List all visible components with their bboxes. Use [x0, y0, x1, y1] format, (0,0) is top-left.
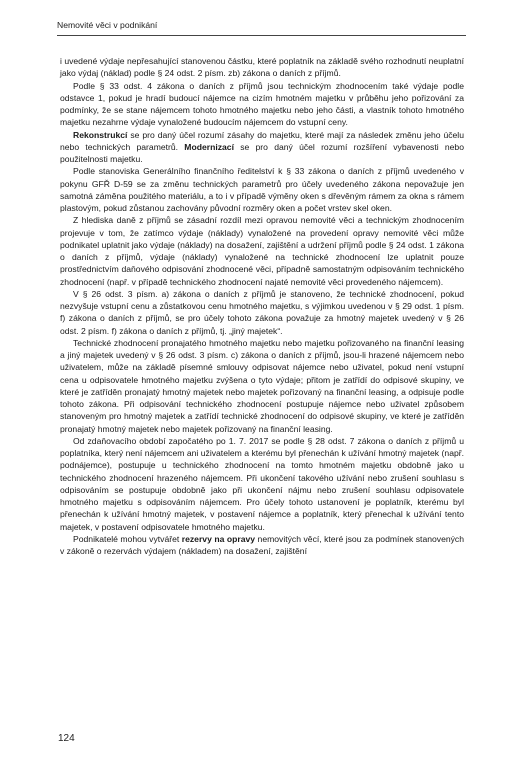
- paragraph-4: Podle stanoviska Generálního finančního ředitelství k § 33 zákona o daních z příjmů uvedeného v pokynu GFŘ D-59 se za změnu technických parametrů pro účely uvedeného zákona nepovažuje jen samotná záměna použitého materiálu, a to i v případě výměny oken s dřevěným rámem za okna s rámem plastovým, pokud zůstanou zachovány původní rozměry oken a počet vrstev skel oken.: [60, 166, 464, 213]
- paragraph-8: Od zdaňovacího období započatého po 1. 7. 2017 se podle § 28 odst. 7 zákona o daních z příjmů u poplatníka, který není nájemcem ani uživatelem a kterému byl přenechán k užívání hmotný majetek (např. podnájemce), postupuje u technického zhodnocení na tomto hmotném majetku obdobně jako u technického zhodnocení hrazeného nájemcem. Při ukončení takového užívání nebo zrušení souhlasu s odpisováním se postupuje obdobně jako při ukončení nájmu nebo zrušení souhlasu odpisovatele hmotného majetku s odpisováním nájemcem. Pro účely tohoto ustanovení je poplatník, kterému byl přenechán k užívání hmotný majetek, v postavení nájemce a poplatník, který přenechal k užívání tento majetek, v postavení odpisovatele hmotného majetku.: [60, 435, 464, 532]
- term-rekonstrukce: Rekonstrukcí: [73, 129, 128, 140]
- paragraph-1: i uvedené výdaje nepřesahující stanovenou částku, které poplatník na základě svého rozhodnutí neuplatní jako výdaj (náklad) podle § 24 odst. 2 písm. zb) zákona o daních z příjmů.: [60, 56, 464, 79]
- paragraph-6: V § 26 odst. 3 písm. a) zákona o daních z příjmů je stanoveno, že technické zhodnocení, pokud nezvyšuje vstupní cenu a zůstatkovou cenu hmotného majetku, s výjimkou uvedenou v § 29 odst. 1 písm. f) zákona o daních z příjmů, se pro účely tohoto zákona považuje za hmotný majetek uvedený v § 26 odst. 2 písm. f) zákona o daních z příjmů, tj. „jiný majetek“.: [60, 288, 464, 336]
- paragraph-9-text-1: Podnikatelé mohou vytvářet: [73, 533, 182, 544]
- paragraph-3-text-1: se pro daný účel rozumí zásahy do majetku, které mají za následek změnu jeho účelu nebo technických parametrů.: [60, 129, 464, 152]
- paragraph-3: [60, 129, 464, 166]
- running-head: Nemovité věci v podnikání: [57, 20, 158, 30]
- paragraph-2: Podle § 33 odst. 4 zákona o daních z příjmů jsou technickým zhodnocením také výdaje podle odstavce 1, pokud je hradí budoucí nájemce na cizím hmotném majetku v průběhu jeho pořizování za podmínky, že se stane nájemcem tohoto hmotného majetku nebo jeho části, a vlastník tohoto hmotného majetku nezahrne výdaje vynaložené budoucím nájemcem do vstupní ceny.: [60, 80, 464, 128]
- paragraph-9-text-2: nemovitých věcí, které jsou za podmínek stanovených v zákoně o rezervách výdajem (nákladem) na dosažení, zajištění: [60, 533, 465, 556]
- header-rule: [57, 35, 466, 36]
- page-number: 124: [58, 733, 75, 744]
- paragraph-7: Technické zhodnocení pronajatého hmotného majetku nebo majetku pořizovaného na finanční leasing a jiný majetek uvedený v § 26 odst. 3 písm. c) zákona o daních z příjmů, jsou-li hrazené nájemcem nebo uživatelem, může na základě písemné smlouvy odpisovat nájemce nebo uživatel, pokud není vstupní cena u odpisovatele hmotného majetku zvýšena o tyto výdaje; přitom je zatřídí do odpisové skupiny, ve které je zatříděn pronajatý hmotný majetek nebo majetek pořizovaný na finanční leasing, a odpisuje podle tohoto zákona. Při odpisování technického zhodnocení postupuje nájemce nebo uživatel způsobem stanoveným pro hmotný majetek a zatřídí technické zhodnocení do odpisové skupiny, ve které je zatříděn pronajatý hmotný majetek nebo majetek pořizovaný na finanční leasing.: [60, 337, 464, 434]
- paragraph-9: [60, 533, 464, 558]
- term-modernizace: Modernizací: [184, 141, 234, 152]
- term-rezervy-na-opravy: rezervy na opravy: [181, 533, 256, 544]
- paragraph-5: Z hlediska daně z příjmů se zásadní rozdíl mezi opravou nemovité věci a technickým zhodnocením projevuje v tom, že zatímco výdaje (náklady) vynaložené na provedení opravy nemovité věci může podnikatel uplatnit jako výdaje (náklady) na dosažení, zajištění a udržení příjmů podle § 24 odst. 1 zákona o daních z příjmů, výdaje (náklady) vynaložené na technické zhodnocení lze uplatnit pouze prostřednictvím daňového odpisování zhodnocené věci, případně samostatným odpisováním technického zhodnocení (např. v případě technického zhodnocení najaté nemovité věci provedeného nájemcem).: [60, 215, 464, 287]
- page-content: [60, 55, 464, 557]
- paragraph-3-text-2: se pro daný účel rozumí rozšíření vybavenosti nebo použitelnosti majetku.: [60, 141, 464, 164]
